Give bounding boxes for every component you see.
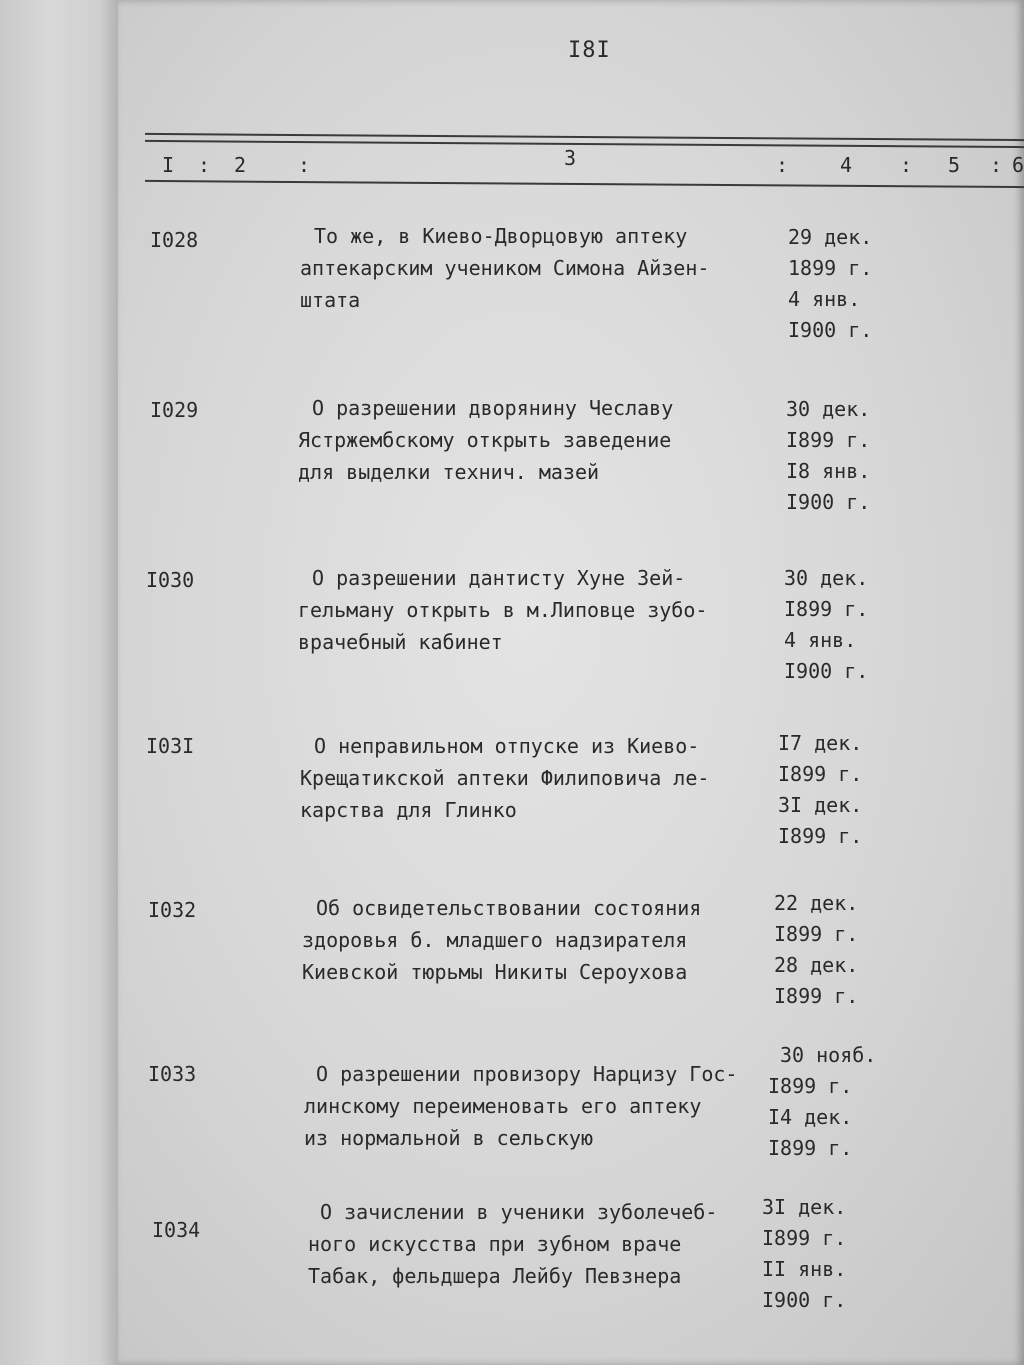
entry-title-line: Крещатикской аптеки Филиповича ле-	[300, 766, 710, 790]
entry-date: I900 г.	[786, 490, 871, 514]
header-col1: I	[162, 153, 175, 177]
header-sep1: :	[198, 153, 211, 177]
entry-date: I899 г.	[768, 1136, 853, 1160]
entry-dates	[784, 563, 868, 687]
entry-date: I899 г.	[762, 1226, 847, 1250]
entry-title-line: Об освидетельствовании состояния	[316, 896, 702, 920]
entry-date: 28 дек.	[774, 953, 859, 977]
entry-date: 3I дек.	[762, 1195, 847, 1219]
entry-title-line: О разрешении дантисту Хуне Зей-	[312, 566, 686, 590]
binding-edge	[0, 0, 125, 1365]
entry-date: I900 г.	[784, 659, 869, 683]
entry-date: I900 г.	[762, 1288, 847, 1312]
entry-title	[304, 1058, 774, 1154]
header-sep4: :	[900, 153, 913, 177]
entry-title	[302, 892, 772, 988]
entry-number: I034	[152, 1218, 201, 1242]
entry-title-line: О зачислении в ученики зуболечеб-	[320, 1200, 718, 1224]
entry-title	[298, 562, 768, 658]
entry-title-line: карства для Глинко	[300, 798, 517, 822]
header-sep2: :	[298, 153, 311, 177]
entry-number: I03I	[146, 734, 195, 758]
entry-date: 3I дек.	[778, 793, 863, 817]
entry-date: I8 янв.	[786, 459, 871, 483]
header-sep3: :	[776, 153, 789, 177]
entry-date: 29 дек.	[788, 225, 873, 249]
entry-title-line: Киевской тюрьмы Никиты Сероухова	[302, 960, 688, 984]
entry-title-line: линскому переименовать его аптеку	[304, 1094, 702, 1118]
entry-number: I033	[148, 1062, 197, 1086]
entry-dates	[768, 1040, 876, 1164]
entry-number: I028	[150, 228, 199, 252]
header-col2: 2	[234, 153, 247, 177]
entry-date: I7 дек.	[778, 731, 863, 755]
entry-title	[300, 730, 770, 826]
header-col3: 3	[564, 146, 577, 170]
entry-date: I899 г.	[774, 984, 859, 1008]
header-sep5: :	[990, 153, 1003, 177]
entry-date: II янв.	[762, 1257, 847, 1281]
entry-date: 4 янв.	[784, 628, 857, 652]
entry-title-line: Табак, фельдшера Лейбу Певзнера	[308, 1264, 682, 1288]
document-page	[118, 0, 1024, 1365]
entry-title-line: гельману открыть в м.Липовце зубо-	[298, 598, 708, 622]
entry-title	[308, 1196, 778, 1292]
entry-title-line: Ястржембскому открыть заведение	[298, 428, 672, 452]
entry-date: I900 г.	[788, 318, 873, 342]
entry-date: 30 дек.	[784, 566, 869, 590]
entry-title	[298, 392, 768, 488]
entry-date: I899 г.	[786, 428, 871, 452]
entry-number: I030	[146, 568, 195, 592]
entry-date: I899 г.	[774, 922, 859, 946]
header-col4: 4	[840, 153, 853, 177]
entry-dates	[788, 222, 872, 346]
entry-number: I029	[150, 398, 199, 422]
entry-title	[300, 220, 770, 316]
entry-date: I899 г.	[778, 824, 863, 848]
entry-title-line: штата	[300, 288, 361, 312]
entry-title-line: врачебный кабинет	[298, 630, 503, 654]
entry-date: 4 янв.	[788, 287, 861, 311]
entry-dates	[774, 888, 858, 1012]
entry-date: 1899 г.	[788, 256, 873, 280]
entry-title-line: из нормальной в сельскую	[304, 1126, 593, 1150]
entry-dates	[778, 728, 862, 852]
entry-date: I899 г.	[784, 597, 869, 621]
entry-title-line: здоровья б. младшего надзирателя	[302, 928, 688, 952]
entry-dates	[786, 394, 870, 518]
entry-title-line: О разрешении дворянину Чеславу	[312, 396, 674, 420]
entry-date: 22 дек.	[774, 891, 859, 915]
entry-dates	[762, 1192, 846, 1316]
entry-title-line: аптекарским учеником Симона Айзен-	[300, 256, 710, 280]
entry-number: I032	[148, 898, 197, 922]
entry-date: I899 г.	[768, 1074, 853, 1098]
entry-date: I4 дек.	[768, 1105, 853, 1129]
entry-title-line: для выделки технич. мазей	[298, 460, 600, 484]
page-number: I8I	[568, 38, 611, 63]
entry-date: 30 дек.	[786, 397, 871, 421]
header-col6: 6	[1012, 153, 1024, 177]
entry-title-line: То же, в Киево-Дворцовую аптеку	[314, 224, 688, 248]
header-col5: 5	[948, 153, 961, 177]
entry-date: I899 г.	[778, 762, 863, 786]
entry-date: 30 нояб.	[780, 1043, 877, 1067]
entry-title-line: О неправильном отпуске из Киево-	[314, 734, 700, 758]
entry-title-line: О разрешении провизору Нарцизу Гос-	[316, 1062, 738, 1086]
entry-title-line: ного искусства при зубном враче	[308, 1232, 682, 1256]
